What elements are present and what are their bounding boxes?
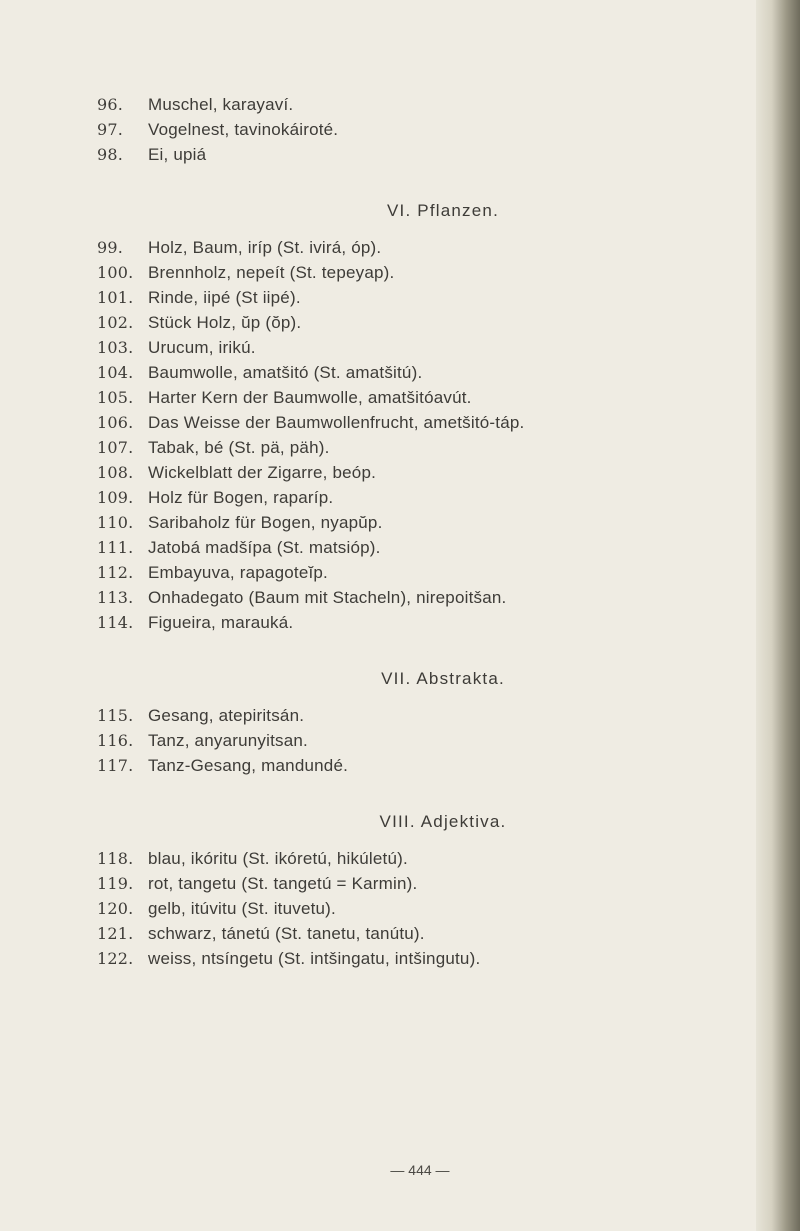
entry-text: Rinde, iipé (St iipé). [148,288,301,307]
entry-text: Saribaholz für Bogen, nyapŭp. [148,513,383,532]
list-item [97,435,737,460]
entry-text: weiss, ntsíngetu (St. intšingatu, intšingutu). [148,949,481,968]
entry-number: 121. [97,924,134,943]
list-item [97,846,737,871]
list-item [97,310,737,335]
list-item [97,946,737,971]
entry-number: 105. [97,388,134,407]
list-item [97,260,737,285]
list-item [97,610,737,635]
entry-number: 98. [97,145,124,164]
entry-number: 116. [97,731,134,750]
entry-text: Das Weisse der Baumwollenfrucht, ametšitó-táp. [148,413,525,432]
entry-number: 117. [97,756,134,775]
list-item [97,235,737,260]
entry-text: Muschel, karayaví. [148,95,294,114]
entry-number: 96. [97,95,124,114]
vocabulary-list [97,92,737,971]
entry-text: Holz für Bogen, raparíp. [148,488,334,507]
list-item [97,753,737,778]
entry-number: 119. [97,874,134,893]
entry-text: Embayuva, rapagoteĭp. [148,563,328,582]
entry-number: 101. [97,288,134,307]
list-item [97,360,737,385]
entry-number: 114. [97,613,134,632]
entry-text: Stück Holz, ŭp (ŏp). [148,313,302,332]
list-item [97,585,737,610]
list-item [97,896,737,921]
section-heading-pflanzen: VI. Pflanzen. [387,201,499,220]
entry-number: 99. [97,238,124,257]
list-item [97,703,737,728]
list-item [97,921,737,946]
entry-number: 97. [97,120,124,139]
page-edge-shadow [756,0,800,1231]
entry-number: 122. [97,949,134,968]
list-item [97,285,737,310]
entry-number: 106. [97,413,134,432]
entry-text: Tanz-Gesang, mandundé. [148,756,349,775]
list-item [97,117,737,142]
entry-text: Baumwolle, amatšitó (St. amatšitú). [148,363,423,382]
entry-number: 118. [97,849,134,868]
list-item [97,410,737,435]
entry-text: Ei, upiá [148,145,207,164]
entry-text: Gesang, atepiritsán. [148,706,305,725]
entry-number: 104. [97,363,134,382]
section-heading-abstrakta: VII. Abstrakta. [381,669,505,688]
entry-text: gelb, itúvitu (St. ituvetu). [148,899,336,918]
list-item [97,560,737,585]
entry-text: Jatobá madšípa (St. matsióp). [148,538,381,557]
entry-text: Wickelblatt der Zigarre, beóp. [148,463,377,482]
list-item [97,728,737,753]
entry-number: 109. [97,488,134,507]
entry-number: 100. [97,263,134,282]
entry-text: Vogelnest, tavinokáiroté. [148,120,339,139]
list-item [97,460,737,485]
list-item [97,510,737,535]
entry-number: 113. [97,588,134,607]
entry-number: 111. [97,538,134,557]
list-item [97,142,737,167]
list-item [97,535,737,560]
entry-text: Tabak, bé (St. pä, päh). [148,438,330,457]
entry-text: rot, tangetu (St. tangetú = Karmin). [148,874,418,893]
entry-number: 102. [97,313,134,332]
entry-number: 115. [97,706,134,725]
list-item [97,92,737,117]
entry-number: 107. [97,438,134,457]
entry-text: Brennholz, nepeít (St. tepeyap). [148,263,395,282]
entry-number: 120. [97,899,134,918]
entry-number: 112. [97,563,134,582]
entry-number: 108. [97,463,134,482]
entry-text: Onhadegato (Baum mit Stacheln), nirepoitšan. [148,588,507,607]
entry-text: Harter Kern der Baumwolle, amatšitóavút. [148,388,472,407]
entry-number: 110. [97,513,134,532]
page-number: — 444 — [390,1162,450,1178]
entry-text: schwarz, tánetú (St. tanetu, tanútu). [148,924,425,943]
entry-text: Urucum, irikú. [148,338,256,357]
list-item [97,385,737,410]
entry-number: 103. [97,338,134,357]
list-item [97,871,737,896]
entry-text: Figueira, marauká. [148,613,294,632]
entry-text: Holz, Baum, iríp (St. ivirá, óp). [148,238,382,257]
entry-text: blau, ikóritu (St. ikóretú, hikúletú). [148,849,408,868]
list-item [97,335,737,360]
list-item [97,485,737,510]
entry-text: Tanz, anyarunyitsan. [148,731,308,750]
section-heading-adjektiva: VIII. Adjektiva. [379,812,507,831]
